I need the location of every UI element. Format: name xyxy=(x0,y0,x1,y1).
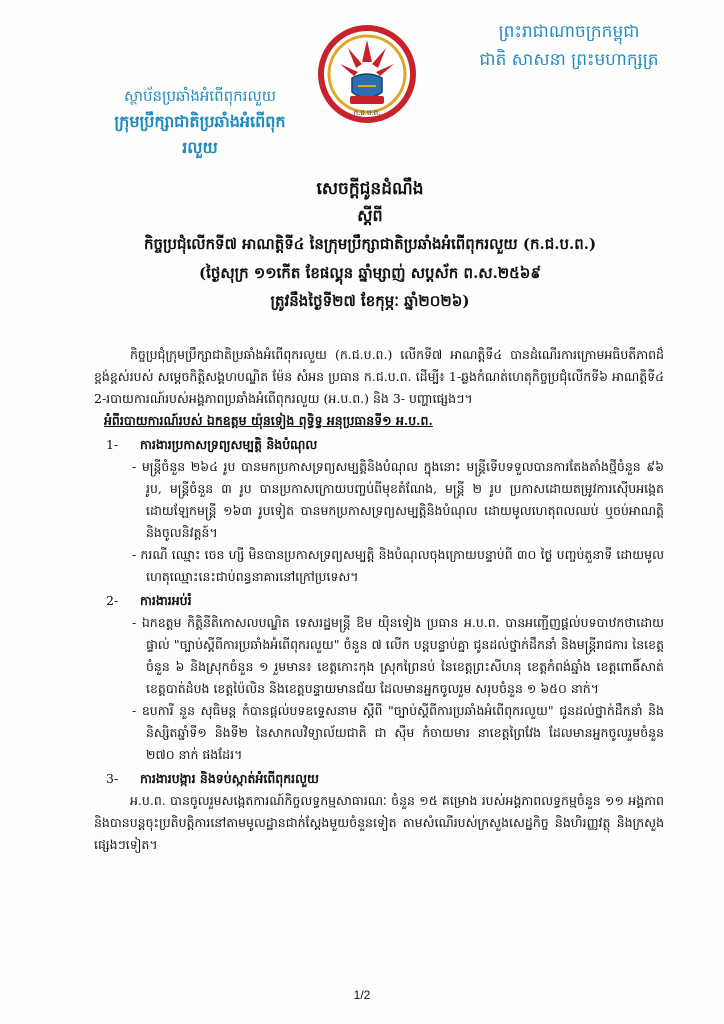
section-title: អំពីរបាយការណ៍របស់ ឯកឧត្តម យ៉ុនទៀង ពុទ្ធិទ្វ អនុប្រធានទី១ អ.ប.ព. xyxy=(104,413,433,428)
list-item: - ឯកឧត្តម កិត្តិនីតិកោសលបណ្ឌិត ទេសរដ្ឋមន្ត្រី ឱម យ៉ិនទៀង ប្រធាន អ.ប.ព. បានអញ្ជើញផ្តល់បទបាឋកថាដោយផ្ទាល់ "ច្បាប់ស្តីពីការប្រឆាំងអំពើពុករលួយ" ចំនួន ៧ លើក បន្តបន្ទាប់គ្នា ជូនដល់ថ្នាក់ដឹកនាំ និងមន្ត្រីរាជការ នៃខេត្តចំនួន ៦ និងស្រុកចំនួន ១ រួមមាន៖ ខេត្តកោះកុង ស្រុកព្រៃនប់ នៃខេត្តព្រះសីហនុ ខេត្តកំពង់ឆ្នាំង ខេត្តពោធិ៍សាត់ ខេត្តបាត់ដំបង ខេត្តប៉ៃលិន និងខេត្តបន្ទាយមានជ័យ ដែលមានអ្នកចូលរួម សរុបចំនួន ១ ៦៥០ នាក់។ xyxy=(132,615,664,696)
council-name: ក្រុមប្រឹក្សាជាតិប្រឆាំងអំពើពុករលួយ xyxy=(114,112,286,157)
item-number: 1- xyxy=(106,437,119,452)
item-number: 3- xyxy=(106,771,119,786)
document-title xyxy=(70,175,670,315)
document-body xyxy=(94,344,664,856)
closing-paragraph: អ.ប.ព. បានចូលរួមសង្កេតការណ៍កិច្ចលទ្ធកម្មសាធារណៈ ចំនួន ១៥ គម្រោង របស់អង្គភាពលទ្ធកម្មចំនួន ១១ អង្គភាព និងបានបន្តចុះប្រតិបត្តិការនៅតាមមូលដ្ឋានជាក់ស្តែងមួយចំនួនទៀត តាមសំណើរបស់ក្រសួងសេដ្ឋកិច្ច និងហិរញ្ញវត្ថុ និងក្រសួងផ្សេងៗទៀត។ xyxy=(94,793,664,852)
item-heading-text: ការងារប្រកាសទ្រព្យសម្បត្តិ និងបំណុល xyxy=(140,437,318,452)
unit-name: ស្ថាប័នប្រឆាំងអំពើពុករលួយ xyxy=(123,87,277,105)
item-heading-text: ការងារបង្ការ និងទប់ស្កាត់អំពើពុករលួយ xyxy=(140,771,319,786)
council-header xyxy=(100,83,300,161)
item-heading-text: ការងារអប់រំ xyxy=(140,593,192,608)
item-number: 2- xyxy=(106,593,119,608)
kingdom-title: ព្រះរាជាណាចក្រកម្ពុជា xyxy=(498,22,640,42)
list-item: - ឧបការី នួន សុធិមន្ត កំបានផ្តល់បទឧទ្ទេសនាម ស្តីពី "ច្បាប់ស្តីពីការប្រឆាំងអំពើពុករលួយ" ជូនដល់ថ្នាក់ដឹកនាំ និងនិស្សិតឆ្នាំទី១ និងទី២ នៃសាកលវិទ្យាល័យជាតិ ជា ស៊ីម កំចាយមារ នាខេត្តព្រៃវែង ដែលមានអ្នកចូលរួមចំនួន ២៧០ នាក់ ផងដែរ។ xyxy=(132,703,664,762)
national-motto: ជាតិ សាសនា ព្រះមហាក្សត្រ xyxy=(479,50,659,70)
item-heading-2 xyxy=(106,590,664,612)
acu-emblem-icon xyxy=(318,12,416,140)
kingdom-header xyxy=(454,18,684,74)
item-heading-3 xyxy=(106,768,664,790)
list-item: - ករណី ឈ្មោះ ចេន ហ្សី មិនបានប្រកាសទ្រព្យសម្បត្តិ និងបំណុលចុងក្រោយបន្ទាប់ពី ៣០ ថ្ងៃ បញ្ចប់តួនាទី ដោយមូលហេតុឈ្មោះនេះជាប់ពន្ធនាគារនៅក្រៅប្រទេស។ xyxy=(132,547,664,584)
list-item: - មន្ត្រីចំនួន ២៦៤ រូប បានមកប្រកាសទ្រព្យសម្បត្តិនិងបំណុល ក្នុងនោះ មន្ត្រីទើបទទួលបានការតែងតាំងថ្មីចំនួន ៩៦ រូប, មន្ត្រីចំនួន ៣ រូប បានប្រកាសក្រោយបញ្ចប់ពីមុខតំណែង, មន្ត្រី ២ រូប ប្រកាសដោយតម្រូវការស៊ើបអង្កេត ដោយឡែកមន្ត្រី ១៦៣ រូបទៀត បានមកប្រកាសទ្រព្យសម្បត្តិនិងបំណុល ដោយមូលហេតុពលឈប់ ឬចប់អាណត្តិ និងចូលនិវត្តន៍។ xyxy=(132,459,664,540)
title-line-4: (ថ្ងៃសុក្រ ១១កើត ខែផល្គុន ឆ្នាំម្សាញ់ សប្តស័ក ព.ស.២៥៦៩ xyxy=(198,264,542,282)
doc-type: សេចក្តីជូនដំណឹង xyxy=(316,179,424,199)
title-line-5: ត្រូវនឹងថ្ងៃទី២៧ ខែកុម្ភៈ ឆ្នាំ២០២៦) xyxy=(270,292,470,310)
emblem-caption: ក.ជ.ប.ព. xyxy=(353,109,381,117)
item-heading-1 xyxy=(106,434,664,456)
title-line-3: កិច្ចប្រជុំលើកទី៧ អាណត្តិទី៤ នៃក្រុមប្រឹក្សាជាតិប្រឆាំងអំពើពុករលួយ (ក.ជ.ប.ព.) xyxy=(143,235,597,253)
doc-subject: ស្តីពី xyxy=(357,206,383,225)
page-number: 1/2 xyxy=(353,988,371,1002)
intro-paragraph: កិច្ចប្រជុំក្រុមប្រឹក្សាជាតិប្រឆាំងអំពើពុករលួយ (ក.ជ.ប.ព.) លើកទី៧ អាណត្តិទី៤ បានដំណើរការក្រោមអធិបតីភាពដ៏ខ្ពង់ខ្ពស់របស់ សម្តេចកិត្តិសង្គហបណ្ឌិត ម៉ែន សំអន ប្រធាន ក.ជ.ប.ព. ដើម្បី៖ 1-ឆ្លងកំណត់ហេតុកិច្ចប្រជុំលើកទី៦ អាណត្តិទី៤ 2-របាយការណ៍របស់អង្គភាពប្រឆាំងអំពើពុករលួយ (អ.ប.ព.) និង 3- បញ្ហាផ្សេងៗ។ xyxy=(94,347,664,406)
